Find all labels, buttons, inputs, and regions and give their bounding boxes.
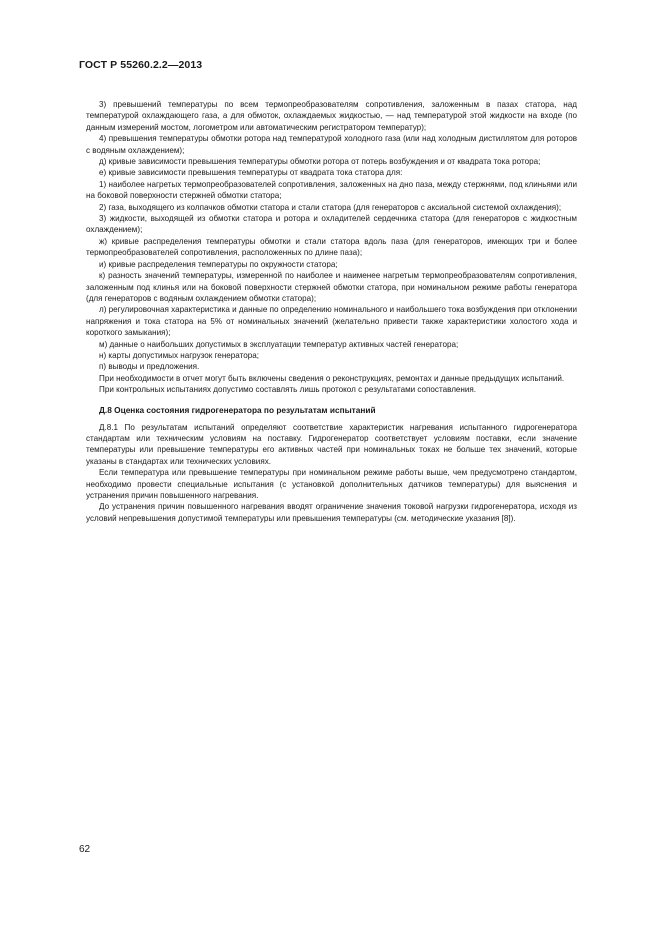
- paragraph: е) кривые зависимости превышения температуры от квадрата тока статора для:: [99, 168, 403, 178]
- paragraph: к) разность значений температуры, измеренной по наиболее и наименее нагретым термопреобразователям сопротивления, заложенным под клинья или на боковой поверхности стержней обмотки статора, при номинальном режиме работы генератора (для генераторов с водяным охлаждением обмотки статора);: [86, 271, 577, 303]
- section-paragraph: До устранения причин повышенного нагревания вводят ограничение значения токовой нагрузки гидрогенератора, исходя из условий непревышения допустимой температуры или превышения температуры (см. методические указания [8]).: [86, 502, 577, 523]
- paragraph: п) выводы и предложения.: [99, 362, 200, 372]
- paragraph: При контрольных испытаниях допустимо составлять лишь протокол с результатами сопоставления.: [99, 385, 477, 395]
- section-paragraph: Д.8.1 По результатам испытаний определяют соответствие характеристик нагревания испытанного гидрогенератора стандартам или техническим условиям на поставку. Гидрогенератор соответствует условиям поставки, если значение температуры или превышение температуры его активных частей при номинальных токах не больше тех значений, которые указаны в стандартах или технических условиях.: [86, 422, 577, 466]
- paragraph: н) карты допустимых нагрузок генератора;: [99, 350, 259, 360]
- document-body: [86, 99, 577, 524]
- paragraph: 4) превышения температуры обмотки ротора над температурой холодного газа (или над холодным дистиллятом для роторов с водяным охлаждением);: [86, 134, 577, 155]
- section-paragraph: Если температура или превышение температуры при номинальном режиме работы выше, чем предусмотрено стандартом, необходимо провести специальные испытания (с установкой дополнительных датчиков температуры) для выяснения и устранения причин повышенного нагревания.: [86, 468, 577, 500]
- page-number: 62: [79, 844, 91, 855]
- paragraph: 2) газа, выходящего из колпачков обмотки статора и стали статора (для генераторов с аксиальной системой охлаждения);: [99, 202, 562, 212]
- paragraph: 1) наиболее нагретых термопреобразователей сопротивления, заложенных на дно паза, между стержнями, под клиньями или на боковой поверхности стержней обмотки статора;: [86, 179, 577, 201]
- paragraph: м) данные о наибольших допустимых в эксплуатации температур активных частей генератора;: [99, 339, 459, 349]
- paragraph: и) кривые распределения температуры по окружности статора;: [99, 259, 338, 269]
- paragraph: ж) кривые распределения температуры обмотки и стали статора вдоль паза (для генераторов, имеющих три и более термопреобразователей сопротивления, расположенных по длине паза);: [86, 236, 577, 258]
- paragraph: 3) жидкости, выходящей из обмотки статора и ротора и охладителей сердечника статора (для генераторов с жидкостным охлаждением);: [86, 214, 577, 235]
- paragraph: л) регулировочная характеристика и данные по определению номинального и наибольшего тока возбуждения при отклонении напряжения и тока статора на 5% от номинальных значений (желательно привести также характеристики холостого хода и короткого замыкания);: [86, 305, 577, 338]
- paragraph: При необходимости в отчет могут быть включены сведения о реконструкциях, ремонтах и данные предыдущих испытаний.: [99, 373, 565, 383]
- paragraph: д) кривые зависимости превышения температуры обмотки ротора от потерь возбуждения и от квадрата тока ротора;: [99, 157, 541, 167]
- document-header: ГОСТ Р 55260.2.2—2013: [79, 59, 203, 71]
- section-heading: Д.8 Оценка состояния гидрогенератора по результатам испытаний: [99, 404, 376, 415]
- paragraph: 3) превышений температуры по всем термопреобразователям сопротивления, заложенным в пазах статора, над температурой охлаждающего газа, а для обмоток, охлаждаемых жидкостью, — над температурой этой жидкости на входе (по данным измерений мостом, логометром или автоматическим регистратором температур);: [86, 100, 577, 132]
